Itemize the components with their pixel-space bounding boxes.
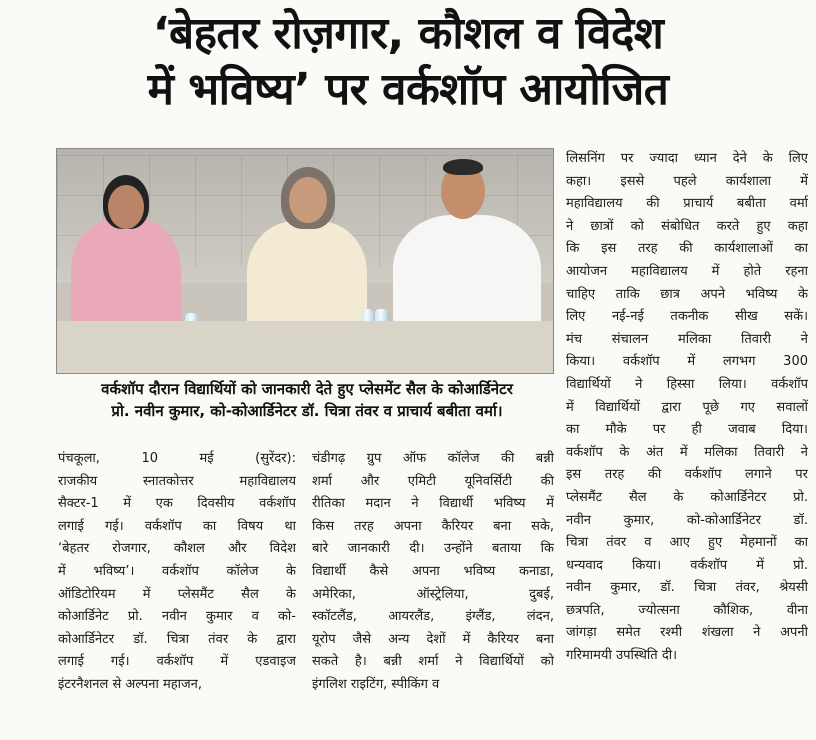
article-line: गरिमामयी उपस्थिति दी। [566,648,678,664]
article-line: पंचकूला, 10 मई (सुरेंदर): [58,451,296,466]
article-column-1 [58,448,296,697]
article-line: लगाई गई। वर्कशॉप का विषय था [58,518,296,534]
article-line: सकते है। बन्नी शर्मा ने विद्यार्थियों को [312,654,554,670]
article-line: नवीन कुमार, को-कोआर्डिनेटर डॉ. [566,512,808,528]
article-line: स्कॉटलैंड, आयरलैंड, इंग्लैंड, लंदन, [312,609,554,625]
headline-line-2: में भविष्य’ पर वर्कशॉप आयोजित [147,64,669,115]
article-column-2 [312,448,554,697]
article-line: चंडीगढ़ ग्रुप ऑफ कॉलेज की बन्नी [312,451,554,466]
article-line: इंगलिश राइटिंग, स्पीकिंग व [312,676,440,692]
photo-person-right-hair [443,159,483,175]
article-line: छत्रपति, ज्योत्सना कौशिक, वीना [566,602,808,618]
photo-person-middle-face [289,177,327,223]
article-line: वर्कशॉप के अंत में मलिका तिवारी ने [566,444,808,460]
article-line: चित्रा तंवर व आए हुए मेहमानों का [566,535,808,551]
article-line: प्लेसमैंट सैल के कोआर्डिनेटर प्रो. [566,489,808,505]
article-line: धन्यवाद किया। वर्कशॉप में प्रो. [566,557,808,573]
article-line: किया। वर्कशॉप में लगभग 300 [566,354,808,370]
article-line: यूरोप जैसे अन्य देशों में कैरियर बना [312,631,554,647]
article-line: जांगड़ा समेत रश्मी शंखला ने अपनी [566,625,808,641]
article-line: में विद्यार्थियों द्वारा पूछे गए सवालों [566,399,808,415]
article-line: कि इस तरह की कार्यशालाओं का [566,241,808,257]
article-line: चाहिए ताकि छात्र अपने भविष्य के [566,286,808,302]
article-line: ऑडिटोरियम में प्लेसमैंट सैल के [58,586,296,602]
caption-line-2: प्रो. नवीन कुमार, को-कोआर्डिनेटर डॉ. चित्रा तंवर व प्राचार्य बबीता वर्मा। [111,402,503,420]
article-line: ‘बेहतर रोजगार, कौशल और विदेश [58,541,296,557]
article-line: विद्यार्थियों ने हिस्सा लिया। वर्कशॉप [566,376,808,392]
article-line: शर्मा और एमिटी यूनिवर्सिटी की [312,473,554,489]
article-line: लिए नई-नई तकनीक सीख सकें। [566,309,808,325]
headline-line-1: ‘बेहतर रोज़गार, कौशल व विदेश [152,8,664,59]
article-line: इस तरह की वर्कशॉप लगाने पर [566,467,808,483]
headline [0,6,816,118]
article-line: आयोजन महाविद्यालय में होते रहना [566,263,808,279]
article-line: कहा। इससे पहले कार्यशाला में [566,173,808,189]
article-line: राजकीय स्नातकोत्तर महाविद्यालय [58,473,296,489]
article-line: में भविष्य’। वर्कशॉप कॉलेज के [58,563,296,579]
article-line: रीतिका मदान ने विद्यार्थी भविष्य में [312,496,554,512]
article-line: बारे जानकारी दी। उन्होंने बताया कि [312,541,554,557]
article-line: लगाई गई। वर्कशॉप में एडवाइज [58,654,296,670]
article-column-3 [566,148,808,668]
photo-caption [62,378,552,422]
article-line: कोआर्डिनेट प्रो. नवीन कुमार व को- [58,609,296,625]
article-line: किस तरह अपना कैरियर बना सके, [312,518,554,534]
article-line: अमेरिका, ऑस्ट्रेलिया, दुबई, [312,586,554,602]
article-line: मंच संचालन मलिका तिवारी ने [566,331,808,347]
article-line: ने छात्रों को संबोधित करते हुए कहा [566,218,808,234]
caption-line-1: वर्कशॉप दौरान विद्यार्थियों को जानकारी देते हुए प्लेसमेंट सैल के कोआर्डिनेटर [101,380,513,398]
article-line: का मौके पर ही जवाब दिया। [566,422,808,438]
article-line: नवीन कुमार, डॉ. चित्रा तंवर, श्रेयसी [566,580,808,596]
article-line: कोआर्डिनेटर डॉ. चित्रा तंवर के द्वारा [58,631,296,647]
article-line: महाविद्यालय की प्राचार्य बबीता वर्मा [566,196,808,212]
article-line: सैक्टर-1 में एक दिवसीय वर्कशॉप [58,496,296,512]
article-line: विद्यार्थी कैसे अपना भविष्य कनाडा, [312,563,554,579]
photo-table [57,321,553,373]
news-photo [56,148,554,374]
article-line: इंटरनैशनल से अल्पना महाजन, [58,676,203,692]
photo-person-left-face [108,185,144,229]
article-line: लिसनिंग पर ज्यादा ध्यान देने के लिए [566,151,808,166]
